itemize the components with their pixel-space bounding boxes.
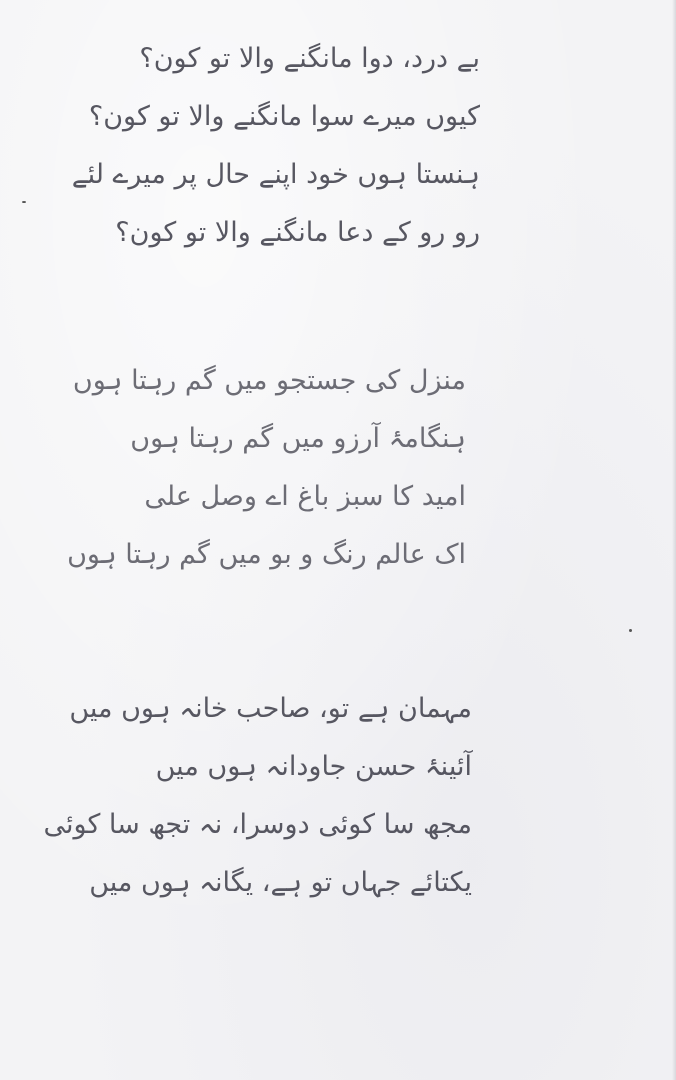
stanza-2 (67, 352, 466, 584)
verse-line: ہنگامۂ آرزو میں گم رہتا ہوں (130, 423, 466, 454)
verse-line: رو رو کے دعا مانگنے والا تو کون؟ (115, 217, 480, 248)
verse-line: ہنستا ہوں خود اپنے حال پر میرے لئے (71, 159, 480, 190)
verse-line: مہمان ہے تو، صاحب خانہ ہوں میں (69, 693, 472, 724)
verse-line: امید کا سبز باغ اے وصل علی (144, 481, 466, 512)
verse-line: مجھ سا کوئی دوسرا، نہ تجھ سا کوئی (43, 809, 472, 840)
ink-speck (22, 201, 26, 203)
verse-line: کیوں میرے سوا مانگنے والا تو کون؟ (88, 101, 480, 132)
page-edge-shadow (672, 0, 676, 1080)
verse-line: منزل کی جستجو میں گم رہتا ہوں (72, 365, 466, 396)
verse-line: یکتائے جہاں تو ہے، یگانہ ہوں میں (89, 867, 472, 898)
verse-line: بے درد، دوا مانگنے والا تو کون؟ (139, 43, 480, 74)
verse-line: آئینۂ حسن جاودانہ ہوں میں (155, 751, 472, 782)
verse-line: اک عالم رنگ و بو میں گم رہتا ہوں (67, 539, 466, 570)
stanza-3 (43, 680, 472, 912)
stanza-1 (71, 30, 480, 262)
ink-speck (629, 629, 632, 632)
